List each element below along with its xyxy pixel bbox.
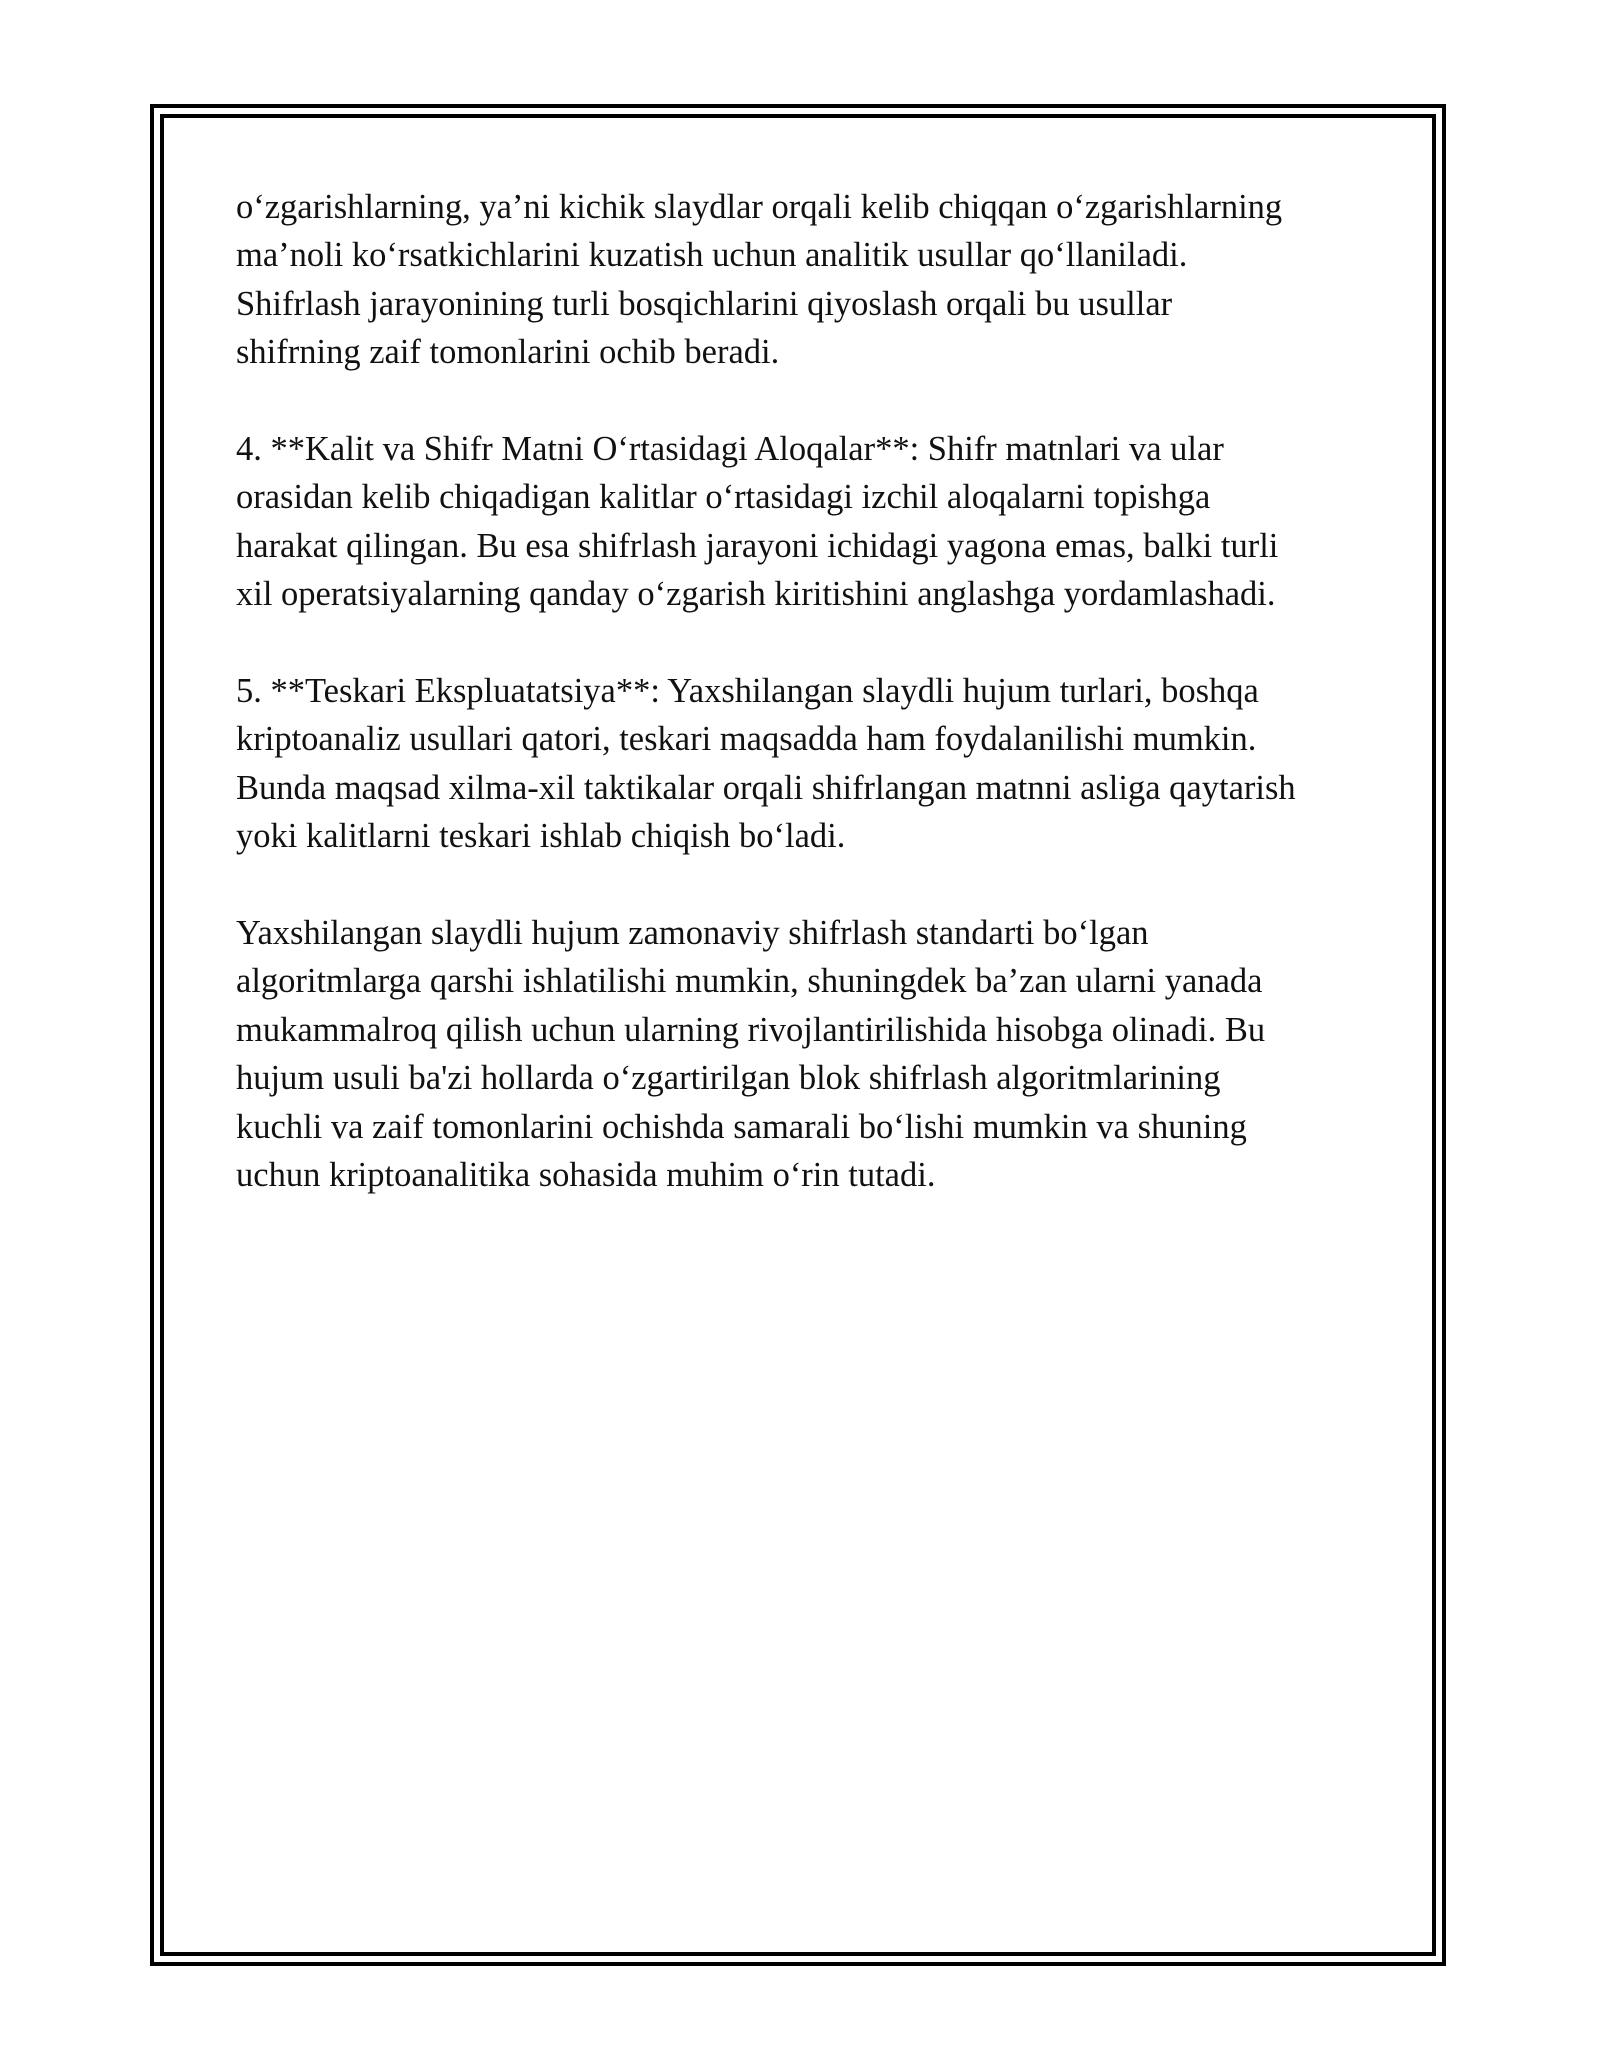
text-line: hujum usuli ba'zi hollarda o‘zgartirilgan blok shifrlash algoritmlarining [236, 1059, 1221, 1098]
text-line: algoritmlarga qarshi ishlatilishi mumkin, shuningdek ba’zan ularni yanada [236, 962, 1263, 1001]
paragraph-1 [236, 183, 1376, 377]
paragraph-4 [236, 909, 1376, 1199]
text-line: Yaxshilangan slaydli hujum zamonaviy shifrlash standarti bo‘lgan [236, 914, 1149, 953]
text-line: o‘zgarishlarning, ya’ni kichik slaydlar orqali kelib chiqqan o‘zgarishlarning [236, 188, 1283, 226]
text-line: shifrning zaif tomonlarini ochib beradi. [236, 333, 780, 372]
text-line: harakat qilingan. Bu esa shifrlash jarayoni ichidagi yagona emas, balki turli [236, 526, 1279, 565]
text-line: mukammalroq qilish uchun ularning rivojlantirilishida hisobga olinadi. Bu [236, 1010, 1266, 1049]
paragraph-3 [236, 667, 1376, 861]
document-body [236, 183, 1376, 1248]
text-line: ma’noli ko‘rsatkichlarini kuzatish uchun analitik usullar qo‘llaniladi. [236, 236, 1188, 275]
paragraph-2 [236, 425, 1376, 619]
text-line: 5. **Teskari Ekspluatatsiya**: Yaxshilangan slaydli hujum turlari, boshqa [236, 672, 1259, 711]
text-line: Bunda maqsad xilma-xil taktikalar orqali shifrlangan matnni asliga qaytarish [236, 768, 1296, 807]
text-line: Shifrlash jarayonining turli bosqichlarini qiyoslash orqali bu usullar [236, 284, 1173, 323]
text-line: 4. **Kalit va Shifr Matni O‘rtasidagi Aloqalar**: Shifr matnlari va ular [236, 430, 1224, 469]
text-line: xil operatsiyalarning qanday o‘zgarish kiritishini anglashga yordamlashadi. [236, 575, 1276, 614]
text-line: orasidan kelib chiqadigan kalitlar o‘rtasidagi izchil aloqalarni topishga [236, 478, 1211, 517]
text-line: kuchli va zaif tomonlarini ochishda samarali bo‘lishi mumkin va shuning [236, 1107, 1247, 1146]
text-line: yoki kalitlarni teskari ishlab chiqish bo‘ladi. [236, 817, 846, 856]
text-line: uchun kriptoanalitika sohasida muhim o‘rin tutadi. [236, 1156, 936, 1195]
text-line: kriptoanaliz usullari qatori, teskari maqsadda ham foydalanilishi mumkin. [236, 720, 1257, 759]
